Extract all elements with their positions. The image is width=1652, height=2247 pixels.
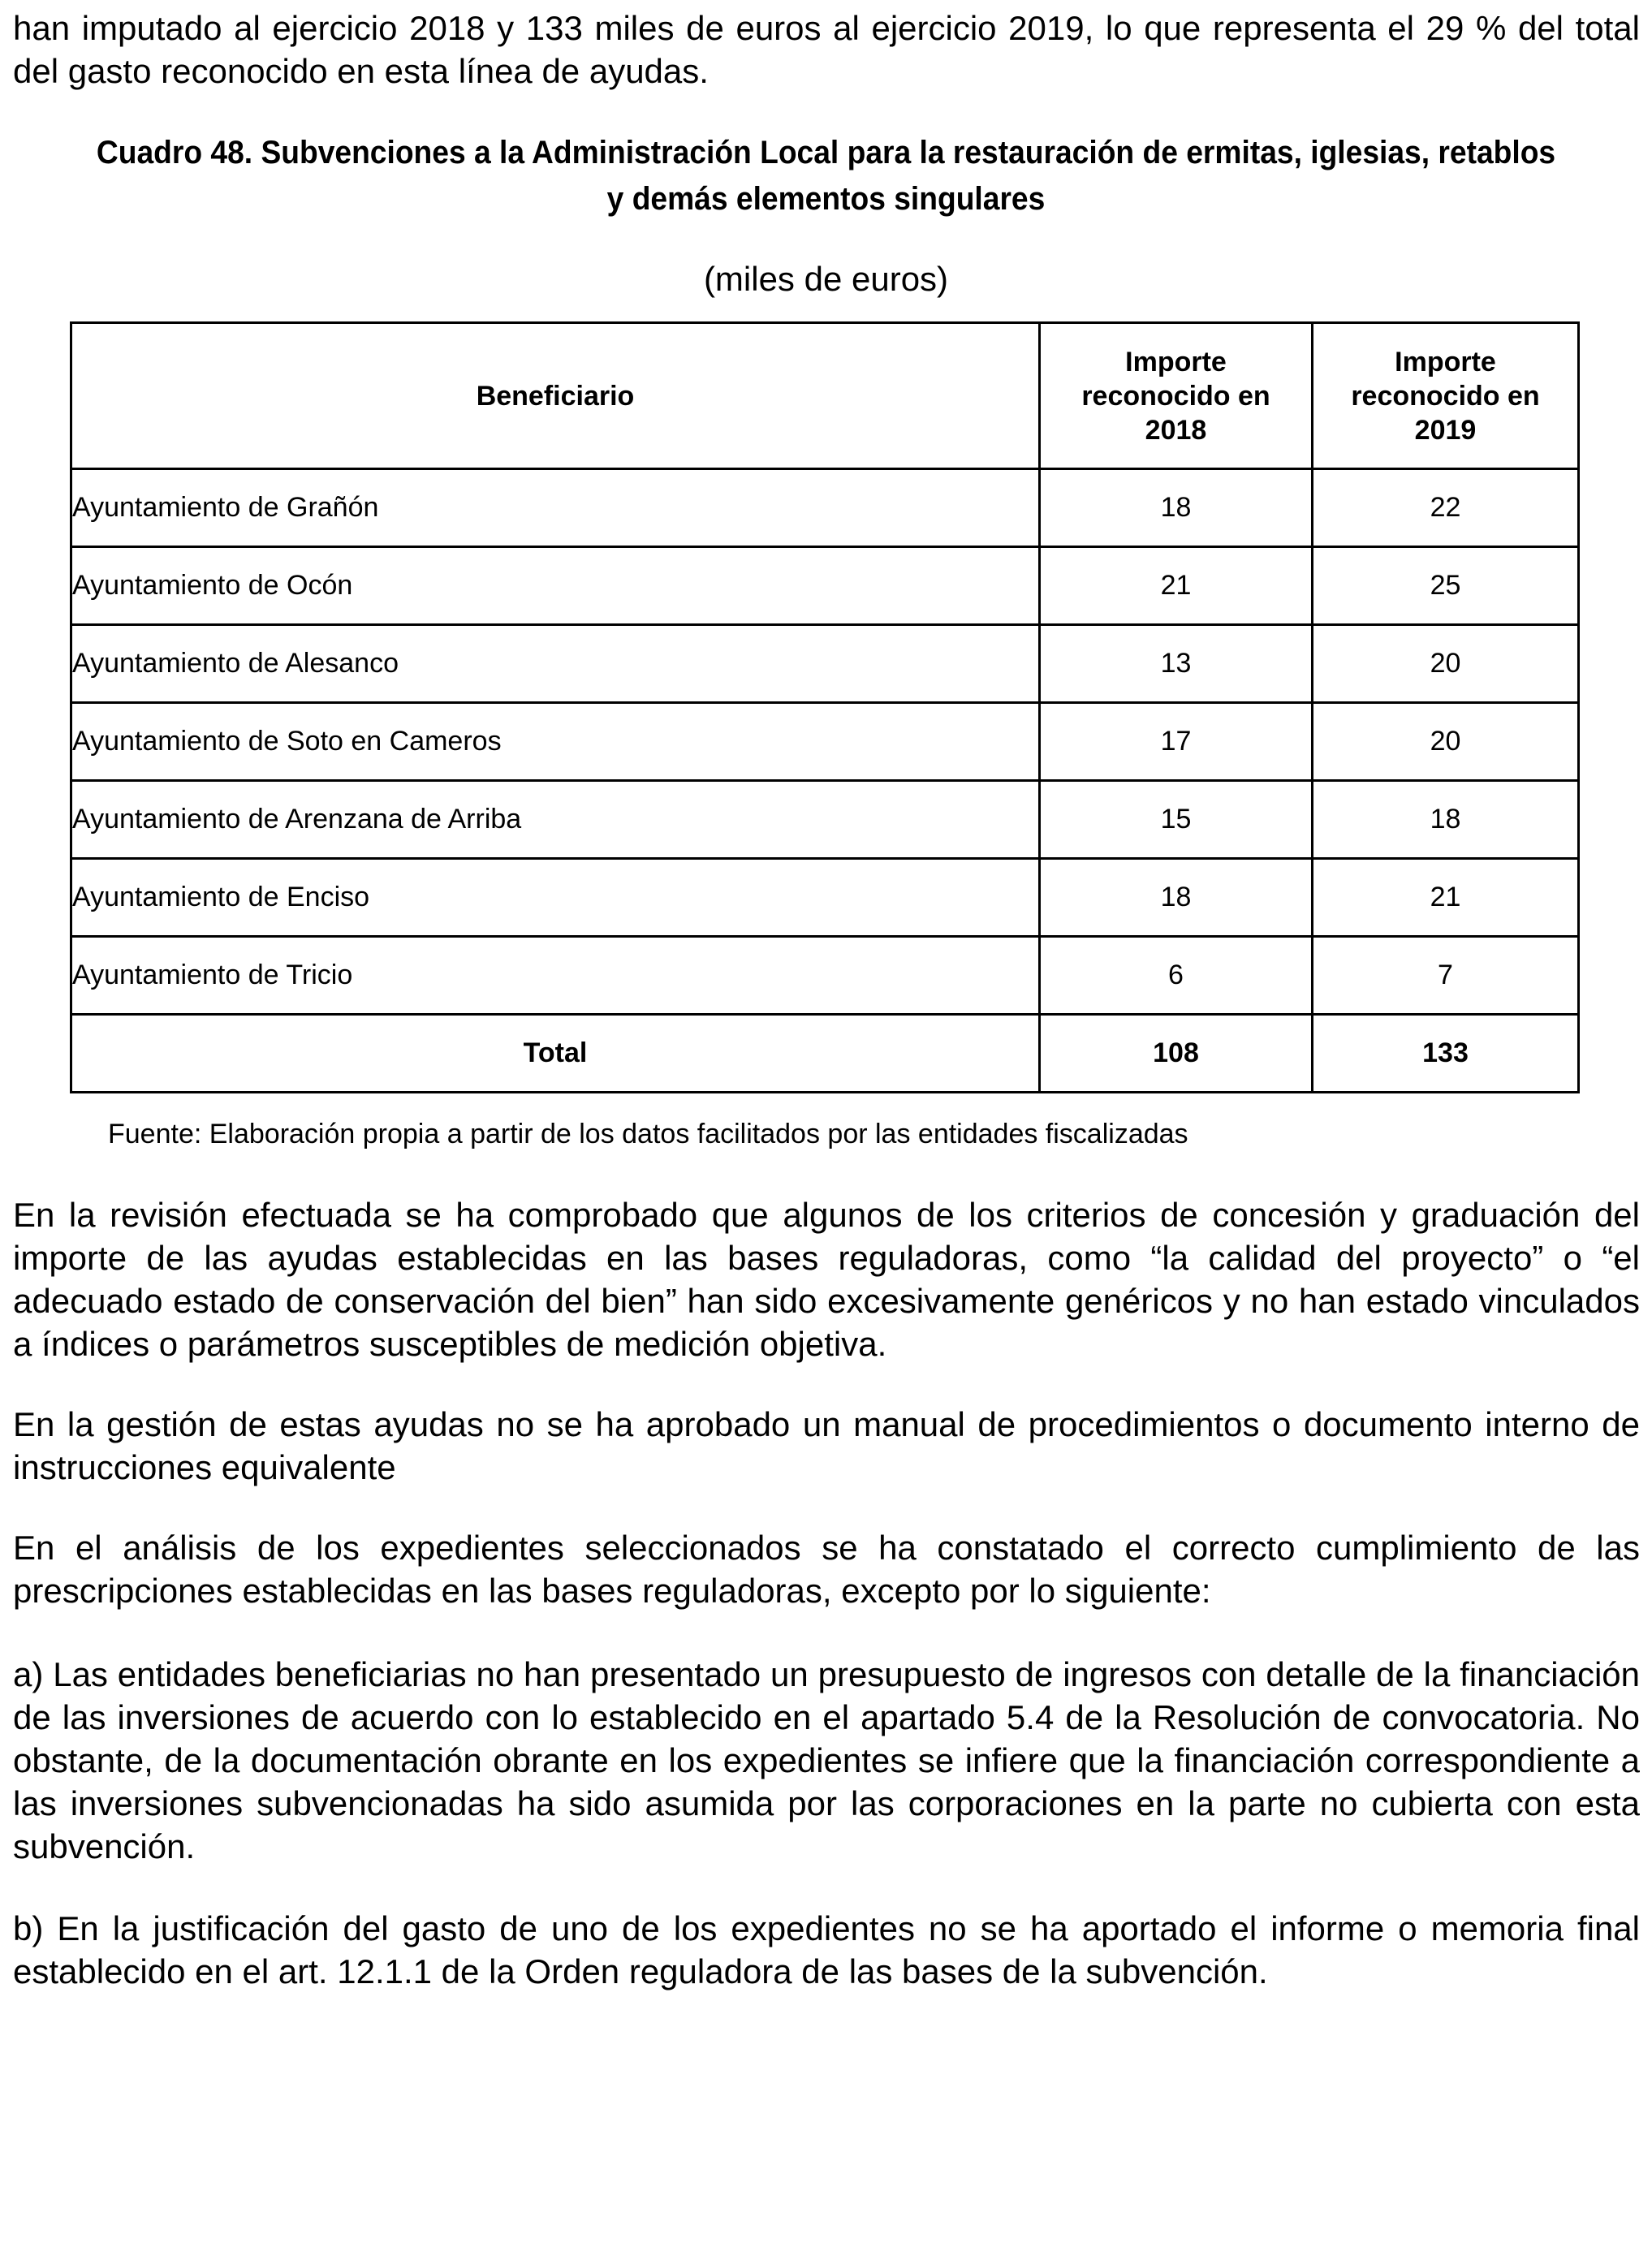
cell-amount-2018: 6 [1040, 937, 1313, 1015]
table-row [71, 703, 1579, 781]
table-caption [58, 130, 1594, 222]
table-row [71, 625, 1579, 703]
table-caption-line-1: Cuadro 48. Subvenciones a la Administración Local para la restauración de ermitas, iglesias, retablos [96, 135, 1556, 170]
cell-beneficiary: Ayuntamiento de Ocón [71, 547, 1040, 625]
table-row [71, 781, 1579, 859]
cell-amount-2019: 20 [1313, 703, 1579, 781]
cell-beneficiary: Ayuntamiento de Tricio [71, 937, 1040, 1015]
cell-amount-2019: 18 [1313, 781, 1579, 859]
source-note: Fuente: Elaboración propia a partir de los datos facilitados por las entidades fiscalizadas [108, 1119, 1188, 1149]
header-amount-2019: Importe reconocido en 2019 [1313, 323, 1579, 469]
body-paragraph: a) Las entidades beneficiarias no han presentado un presupuesto de ingresos con detalle de la financiación de las inversiones de acuerdo con lo establecido en el apartado 5.4 de la Resolución de convocatoria. No obstante, de la documentación obrante en los expedientes se infiere que la financiación correspondiente a las inversiones subvencionadas ha sido asumida por las corporaciones en la parte no cubierta con esta subvención. [13, 1655, 1640, 1865]
total-amount-2018: 108 [1040, 1015, 1313, 1093]
cell-amount-2019: 20 [1313, 625, 1579, 703]
cell-beneficiary: Ayuntamiento de Enciso [71, 859, 1040, 937]
cell-amount-2018: 21 [1040, 547, 1313, 625]
cell-amount-2019: 7 [1313, 937, 1579, 1015]
cell-beneficiary: Ayuntamiento de Arenzana de Arriba [71, 781, 1040, 859]
cell-amount-2019: 25 [1313, 547, 1579, 625]
table-total-row [71, 1015, 1579, 1093]
cell-amount-2018: 17 [1040, 703, 1313, 781]
cell-amount-2019: 21 [1313, 859, 1579, 937]
cell-amount-2018: 13 [1040, 625, 1313, 703]
intro-paragraph: han imputado al ejercicio 2018 y 133 miles de euros al ejercicio 2019, lo que representa el 29 % del total del gasto reconocido en esta línea de ayudas. [13, 9, 1640, 90]
table-row [71, 547, 1579, 625]
table-row [71, 469, 1579, 547]
body-paragraph: En la gestión de estas ayudas no se ha aprobado un manual de procedimientos o documento interno de instrucciones equivalente [13, 1405, 1640, 1486]
cell-amount-2018: 18 [1040, 469, 1313, 547]
body-paragraph: En el análisis de los expedientes seleccionados se ha constatado el correcto cumplimiento de las prescripciones establecidas en las bases reguladoras, excepto por lo siguiente: [13, 1529, 1640, 1610]
cell-beneficiary: Ayuntamiento de Grañón [71, 469, 1040, 547]
table-header-row [71, 323, 1579, 469]
table-caption-line-2: y demás elementos singulares [606, 181, 1046, 217]
body-paragraph: En la revisión efectuada se ha comprobado que algunos de los criterios de concesión y graduación del importe de las ayudas establecidas en las bases reguladoras, como “la calidad del proyecto” o “el adecuado estado de conservación del bien” han sido excesivamente genéricos y no han estado vinculados a índices o parámetros susceptibles de medición objetiva. [13, 1196, 1640, 1363]
cell-beneficiary: Ayuntamiento de Alesanco [71, 625, 1040, 703]
table-units: (miles de euros) [703, 260, 949, 298]
total-amount-2019: 133 [1313, 1015, 1579, 1093]
cell-amount-2018: 18 [1040, 859, 1313, 937]
total-label: Total [71, 1015, 1040, 1093]
cell-beneficiary: Ayuntamiento de Soto en Cameros [71, 703, 1040, 781]
header-beneficiary: Beneficiario [71, 323, 1040, 469]
cell-amount-2019: 22 [1313, 469, 1579, 547]
header-amount-2018: Importe reconocido en 2018 [1040, 323, 1313, 469]
cell-amount-2018: 15 [1040, 781, 1313, 859]
table-row [71, 859, 1579, 937]
table-row [71, 937, 1579, 1015]
subsidies-table [70, 321, 1580, 1093]
body-paragraph: b) En la justificación del gasto de uno de los expedientes no se ha aportado el informe o memoria final establecido en el art. 12.1.1 de la Orden reguladora de las bases de la subvención. [13, 1909, 1640, 1990]
